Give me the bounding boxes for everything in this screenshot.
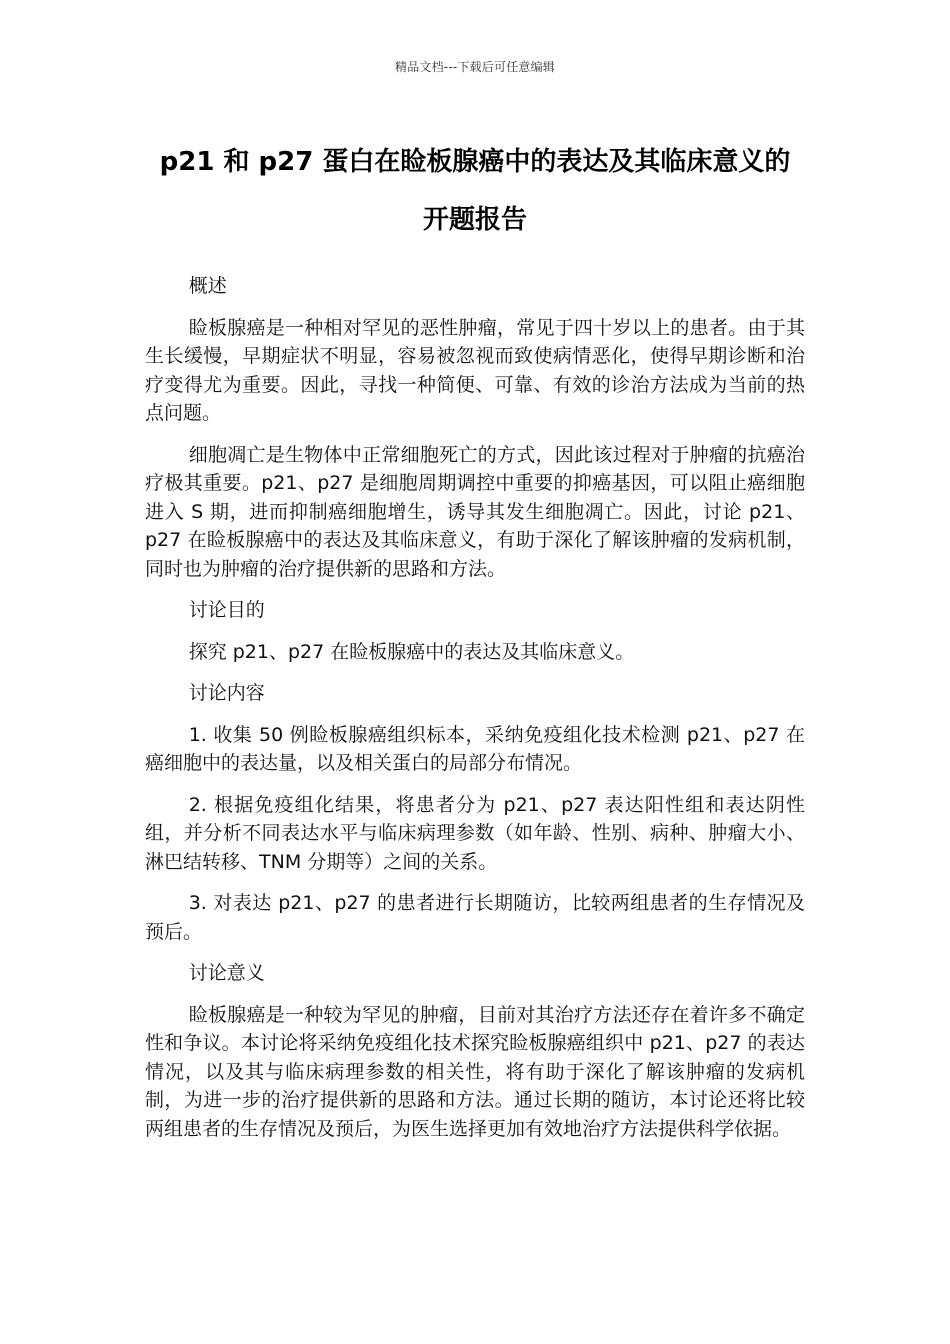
paragraph-significance: 睑板腺癌是一种较为罕见的肿瘤，目前对其治疗方法还存在着许多不确定性和争议。本讨论将采纳免疫组化技术探究睑板腺癌组织中 p21、p27 的表达情况，以及其与临床病理参数的相关性，将有助于深化了解该肿瘤的发病机制，为进一步的治疗提供新的思路和方法。通过长期的随访，本讨论还将比较两组患者的生存情况及预后，为医生选择更加有效地治疗方法提供科学依据。	[145, 1003, 805, 1140]
paragraph-overview-2: 细胞凋亡是生物体中正常细胞死亡的方式，因此该过程对于肿瘤的抗癌治疗极其重要。p21、p27 是细胞周期调控中重要的抑癌基因，可以阻止癌细胞进入 S 期，进而抑制癌细胞增生，诱导其发生细胞凋亡。因此，讨论 p21、p27 在睑板腺癌中的表达及其临床意义，有助于深化了解该肿瘤的发病机制，同时也为肿瘤的治疗提供新的思路和方法。	[145, 443, 805, 580]
paragraph-purpose: 探究 p21、p27 在睑板腺癌中的表达及其临床意义。	[188, 640, 635, 663]
paragraph-overview-1: 睑板腺癌是一种相对罕见的恶性肿瘤，常见于四十岁以上的患者。由于其生长缓慢，早期症状不明显，容易被忽视而致使病情恶化，使得早期诊断和治疗变得尤为重要。因此，寻找一种简便、可靠、有效的诊治方法成为当前的热点问题。	[145, 316, 805, 424]
document-title	[120, 133, 830, 249]
section-heading-content: 讨论内容	[188, 682, 265, 704]
list-item-content-1: 1. 收集 50 例睑板腺癌组织标本，采纳免疫组化技术检测 p21、p27 在癌细胞中的表达量，以及相关蛋白的局部分布情况。	[145, 723, 805, 774]
list-item-content-2: 2. 根据免疫组化结果，将患者分为 p21、p27 表达阳性组和表达阴性组，并分析不同表达水平与临床病理参数（如年龄、性别、病种、肿瘤大小、淋巴结转移、TNM 分期等）之间的关系。	[145, 793, 805, 873]
header-note: 精品文档---下载后可任意编辑	[395, 60, 555, 74]
document-body	[145, 272, 805, 1156]
list-item-content-3: 3. 对表达 p21、p27 的患者进行长期随访，比较两组患者的生存情况及预后。	[145, 892, 805, 943]
section-heading-overview: 概述	[188, 275, 227, 297]
title-line-1: p21 和 p27 蛋白在睑板腺癌中的表达及其临床意义的	[159, 147, 791, 177]
section-heading-significance: 讨论意义	[188, 962, 265, 984]
section-heading-purpose: 讨论目的	[188, 599, 265, 621]
title-line-2: 开题报告	[422, 205, 527, 235]
